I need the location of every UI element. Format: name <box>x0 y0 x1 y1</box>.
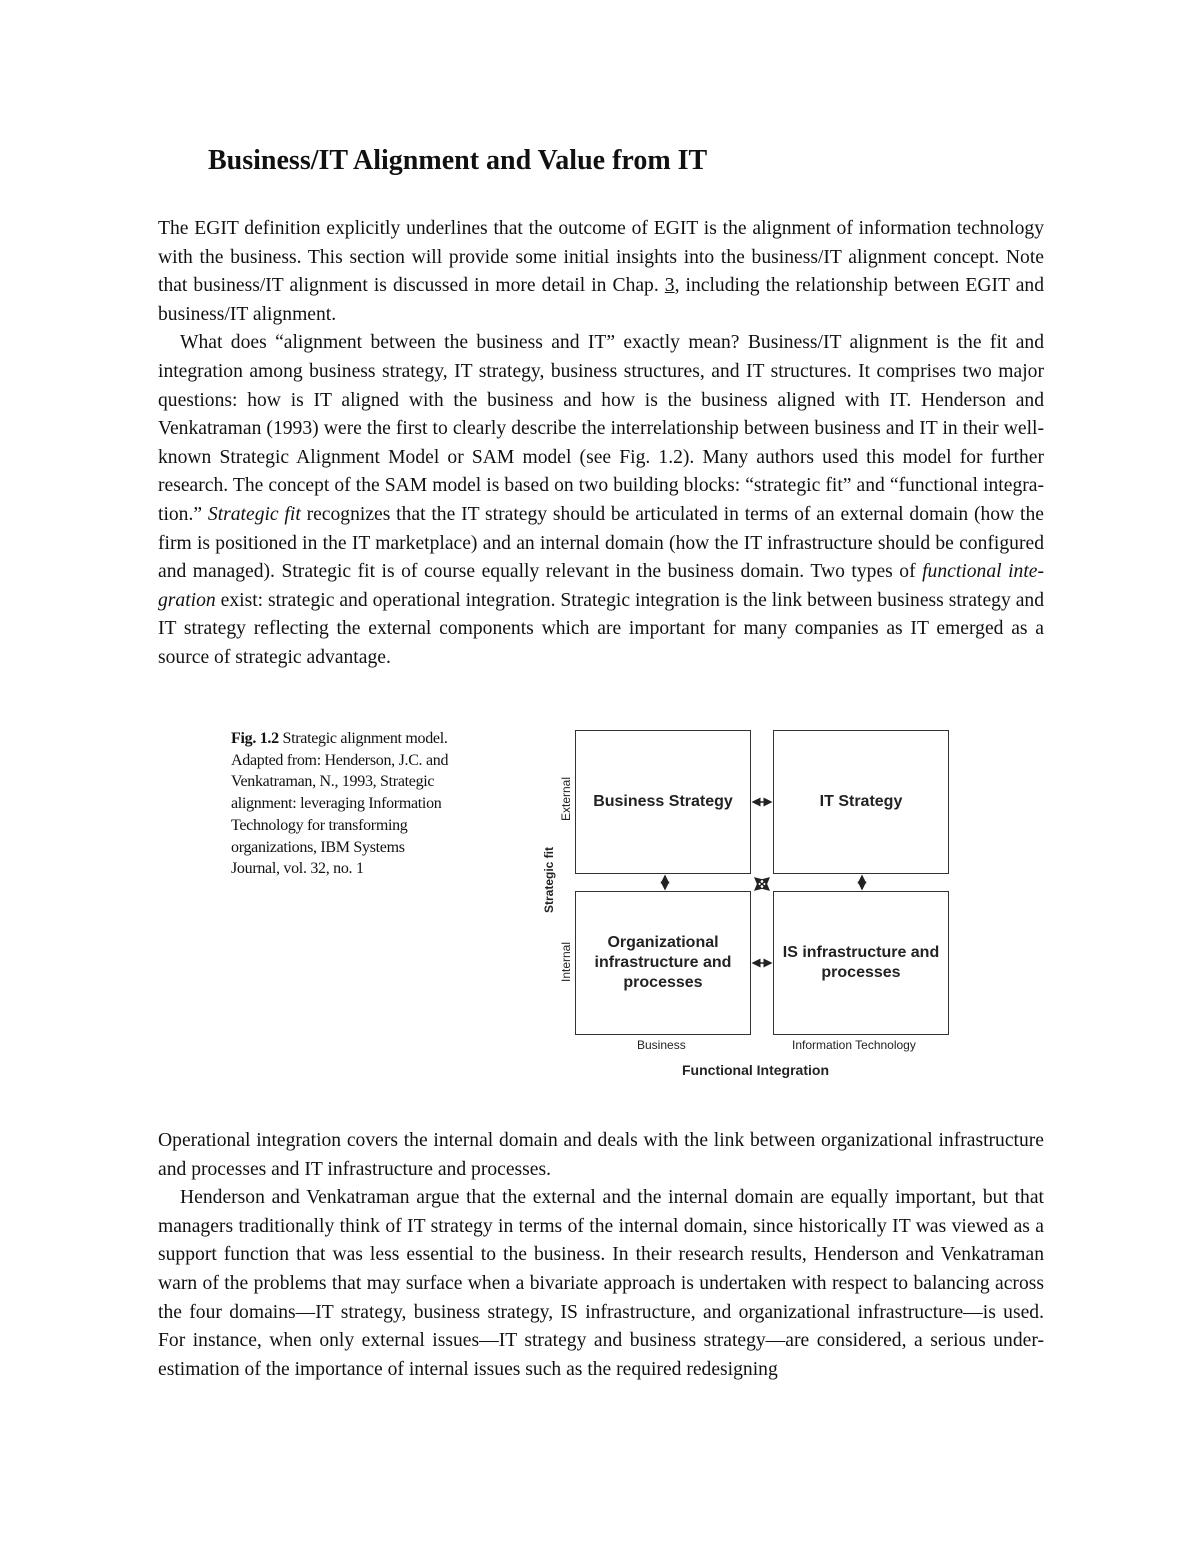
business-axis-label: Business <box>637 1038 686 1052</box>
paragraph-3: Operational integration covers the internal domain and deals with the link between organizational infrastructure and processes and IT infrastructure and processes. <box>158 1130 1044 1180</box>
org-infrastructure-box: Organizational infrastructure and processes <box>575 891 751 1035</box>
chapter-3-link[interactable]: 3 <box>664 275 675 297</box>
external-label: External <box>559 776 573 822</box>
is-infrastructure-box: IS infrastructure and processes <box>773 891 949 1035</box>
paragraph-2: What does “alignment between the business and IT” exactly mean? Business/IT alignment is the fit and integration among business strategy, IT strategy, business structures, and IT structures. It comprises two major questions: how is IT aligned with the business and how is the business aligned with IT. Henderson and Venkatraman (1993) were the first to clearly describe the interrelationship between business and IT in their well-known Strategic Alignment Model or SAM model (see Fig. 1.2). Many authors used this model for further research. The concept of the SAM model is based on two building blocks: “strategic fit” and “functional integra- tion.” Strategic fit recognizes that the IT strategy should be articulated in terms of an external domain (how the firm is positioned in the IT marketplace) and an internal domain (how the IT infrastructure should be configured and managed). Strategic fit is of course equally relevant in the business domain. Two types of functional inte- gration exist: strategic and operational integration. Strategic integration is the link between business strategy and IT strategy reflecting the external components which are important for many companies as IT emerged as a source of strategic advantage. <box>158 332 1044 668</box>
paragraph-4: Henderson and Venkatraman argue that the external and the internal domain are equally important, but that managers traditionally think of IT strategy in terms of the internal domain, since historically IT was viewed as a support function that was less essential to the business. In their research results, Henderson and Venkatraman warn of the problems that may surface when a bivariate approach is undertaken with respect to balancing across the four domains—IT strategy, business strategy, IS infrastructure, and organizational infrastructure—is used. For instance, when only external issues—IT strategy and business strategy—are considered, a serious under-estimation of the importance of internal issues such as the required redesigning <box>158 1187 1044 1380</box>
page-title: Business/IT Alignment and Value from IT <box>208 145 708 176</box>
internal-label: Internal <box>559 941 573 983</box>
strategic-alignment-diagram <box>530 720 970 1090</box>
figure-caption: Fig. 1.2 Strategic alignment model. Adapted from: Henderson, J.C. and Venkatraman, N., 1993, Strategic alignment: leveraging Information Technology for transforming organizations, IBM Systems Journal, vol. 32, no. 1 <box>231 730 449 878</box>
business-strategy-box: Business Strategy <box>575 730 751 874</box>
information-technology-axis-label: Information Technology <box>792 1038 916 1052</box>
body-text-bottom <box>158 1127 1044 1384</box>
functional-integration-label: Functional Integration <box>682 1062 829 1078</box>
body-text-top <box>158 215 1044 673</box>
it-strategy-box: IT Strategy <box>773 730 949 874</box>
figure-label: Fig. 1.2 <box>231 730 279 747</box>
paragraph-1: The EGIT definition explicitly underlines that the outcome of EGIT is the alignment of information technology with the business. This section will provide some initial insights into the business/IT alignment concept. Note that business/IT alignment is discussed in more detail in Chap. 3, including the relationship between EGIT and business/IT alignment. <box>158 218 1044 325</box>
strategic-fit-label: Strategic fit <box>542 847 556 914</box>
